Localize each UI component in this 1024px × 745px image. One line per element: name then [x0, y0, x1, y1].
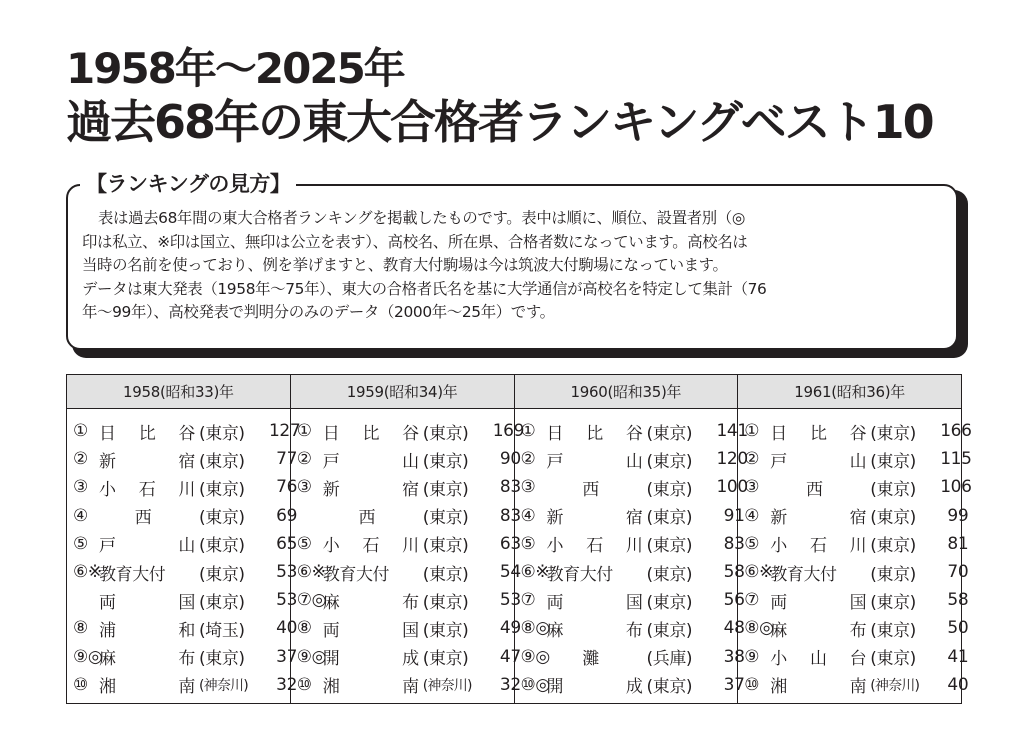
school-name: 日 比 谷 — [770, 423, 867, 444]
rank-mark: ① — [520, 421, 536, 442]
pass-count: 141 — [716, 421, 748, 442]
pass-count: 106 — [940, 477, 972, 498]
ranking-entry — [520, 445, 748, 473]
rank-mark: ⑦ — [520, 590, 536, 611]
ranking-entry — [73, 614, 297, 642]
ranking-entry — [73, 643, 297, 671]
pass-count: 58 — [947, 590, 969, 611]
school-name: 湘 南 — [770, 677, 867, 698]
pass-count: 38 — [723, 646, 745, 667]
pass-count: 56 — [723, 590, 745, 611]
school-name: 新 宿 — [546, 508, 643, 529]
rank-mark: ④ — [744, 505, 760, 526]
school-name: 西 — [358, 508, 376, 529]
ranking-entry — [73, 671, 297, 699]
ranking-entry — [520, 417, 748, 445]
rank-mark: ③ — [296, 477, 312, 498]
pass-count: 58 — [723, 562, 745, 583]
pass-count: 49 — [499, 618, 521, 639]
ranking-entry — [297, 502, 521, 530]
school-name: 開 成 — [546, 677, 643, 698]
ranking-entry — [296, 614, 521, 642]
rank-mark: ⑩ — [744, 674, 760, 695]
school-name: 新 宿 — [99, 451, 195, 472]
prefecture: (東京) — [422, 649, 469, 670]
ranking-entry — [296, 417, 524, 445]
prefecture: (東京) — [199, 649, 245, 670]
explanation-line: データは東大発表（1958年～75年）、東大の合格者氏名を基に大学通信が高校名を特定して集計（76 — [82, 279, 767, 298]
school-name: 浦 和 — [99, 620, 195, 641]
pass-count: 83 — [499, 477, 521, 498]
rank-mark: ⑩◎ — [520, 674, 550, 695]
ranking-entry — [520, 473, 748, 501]
explanation-line: 印は私立、※印は国立、無印は公立を表す）、高校名、所在県、合格者数になっています。高校名は — [82, 232, 748, 251]
prefecture: (神奈川) — [199, 677, 248, 694]
year-header: 1960(昭和35)年 — [514, 375, 738, 409]
prefecture: (東京) — [422, 564, 469, 585]
explanation-line: 当時の名前を使っており、例を挙げますと、教育大付駒場は今は筑波大付駒場になっています。 — [82, 256, 728, 275]
rank-mark: ⑥※ — [520, 562, 550, 583]
prefecture: (東京) — [870, 649, 916, 670]
rank-mark: ⑤ — [73, 533, 88, 554]
ranking-entry — [73, 558, 297, 586]
pass-count: 100 — [716, 477, 748, 498]
rank-mark: ③ — [73, 477, 88, 498]
explanation-label: 【ランキングの見方】 — [80, 168, 296, 198]
ranking-entry — [744, 473, 972, 501]
prefecture: (東京) — [870, 620, 916, 641]
rank-mark: ⑩ — [73, 674, 88, 695]
rank-mark: ② — [296, 449, 312, 470]
rank-mark: ② — [73, 449, 88, 470]
pass-count: 65 — [276, 533, 297, 554]
ranking-entry — [520, 530, 745, 558]
prefecture: (東京) — [199, 564, 245, 585]
school-name: 湘 南 — [322, 677, 419, 698]
pass-count: 83 — [723, 533, 745, 554]
prefecture: (東京) — [199, 592, 245, 613]
rank-mark: ⑦◎ — [296, 590, 327, 611]
rank-mark: ⑧◎ — [744, 618, 774, 639]
rank-mark: ⑤ — [744, 533, 760, 554]
ranking-entry — [73, 417, 301, 445]
ranking-entry — [73, 530, 297, 558]
school-name: 日 比 谷 — [99, 423, 195, 444]
rank-mark: ⑧ — [73, 618, 88, 639]
school-name: 麻 布 — [546, 620, 643, 641]
school-name: 麻 布 — [770, 620, 867, 641]
school-name: 教育大付 — [546, 564, 613, 585]
pass-count: 166 — [940, 421, 972, 442]
pass-count: 53 — [276, 562, 297, 583]
prefecture: (東京) — [422, 620, 469, 641]
prefecture: (東京) — [199, 479, 245, 500]
school-name: 戸 山 — [322, 451, 419, 472]
prefecture: (東京) — [422, 451, 469, 472]
pass-count: 37 — [276, 646, 297, 667]
prefecture: (東京) — [646, 564, 693, 585]
prefecture: (東京) — [646, 620, 693, 641]
prefecture: (東京) — [422, 423, 469, 444]
school-name: 小 石 川 — [546, 536, 643, 557]
prefecture: (神奈川) — [870, 677, 920, 694]
pass-count: 41 — [947, 646, 969, 667]
explanation-line: 表は過去68年間の東大合格者ランキングを掲載したものです。表中は順に、順位、設置者別（◎ — [98, 209, 745, 227]
ranking-entry — [744, 530, 969, 558]
ranking-entry — [520, 586, 745, 614]
ranking-entry — [73, 502, 297, 530]
rank-mark: ⑨◎ — [520, 646, 550, 667]
prefecture: (東京) — [646, 677, 693, 698]
pass-count: 40 — [947, 674, 969, 695]
school-name: 教育大付 — [770, 564, 837, 585]
prefecture: (東京) — [870, 479, 916, 500]
school-name: 小 石 川 — [770, 536, 867, 557]
pass-count: 53 — [276, 590, 297, 611]
school-name: 新 宿 — [322, 479, 419, 500]
rank-mark: ⑤ — [296, 533, 312, 554]
ranking-entry — [296, 671, 521, 699]
explanation-line: 年～99年）、高校発表で判明分のみのデータ（2000年～25年）です。 — [82, 303, 555, 322]
prefecture: (東京) — [870, 423, 916, 444]
prefecture: (東京) — [646, 423, 693, 444]
prefecture: (東京) — [422, 592, 469, 613]
school-name: 両 国 — [99, 592, 195, 613]
ranking-entry — [520, 614, 745, 642]
school-name: 開 成 — [322, 649, 419, 670]
school-name: 教育大付 — [99, 564, 166, 585]
school-name: 両 国 — [322, 620, 419, 641]
school-name: 小 石 川 — [99, 479, 195, 500]
rank-mark: ⑦ — [744, 590, 760, 611]
pass-count: 54 — [499, 562, 521, 583]
ranking-entry — [73, 473, 297, 501]
ranking-table — [66, 374, 972, 704]
prefecture: (埼玉) — [199, 620, 245, 641]
ranking-entry — [520, 671, 745, 699]
prefecture: (東京) — [199, 423, 245, 444]
prefecture: (兵庫) — [646, 649, 693, 670]
school-name: 西 — [805, 479, 823, 500]
school-name: 日 比 谷 — [546, 423, 643, 444]
rank-mark: ③ — [744, 477, 760, 498]
page-title: 過去68年の東大合格者ランキングベスト10 — [66, 95, 933, 149]
prefecture: (東京) — [199, 536, 245, 557]
school-name: 戸 山 — [770, 451, 867, 472]
prefecture: (東京) — [646, 592, 693, 613]
pass-count: 70 — [947, 562, 969, 583]
rank-mark: ② — [744, 449, 760, 470]
ranking-entry — [520, 502, 745, 530]
school-name: 日 比 谷 — [322, 423, 419, 444]
prefecture: (東京) — [870, 536, 916, 557]
ranking-entry — [744, 417, 972, 445]
rank-mark: ⑥※ — [296, 562, 326, 583]
year-column — [514, 409, 748, 704]
prefecture: (東京) — [422, 508, 469, 529]
pass-count: 47 — [499, 646, 521, 667]
ranking-entry — [296, 558, 521, 586]
ranking-entry — [744, 671, 969, 699]
pass-count: 37 — [723, 674, 745, 695]
prefecture: (東京) — [646, 508, 693, 529]
ranking-entry — [296, 530, 521, 558]
pass-count: 63 — [499, 533, 521, 554]
pass-count: 76 — [276, 477, 297, 498]
rank-mark: ⑧◎ — [520, 618, 550, 639]
rank-mark: ⑧ — [296, 618, 312, 639]
pass-count: 32 — [499, 674, 521, 695]
rank-mark: ⑥※ — [744, 562, 773, 583]
year-header: 1961(昭和36)年 — [738, 375, 962, 409]
pass-count: 91 — [723, 505, 745, 526]
pass-count: 99 — [947, 505, 969, 526]
pass-count: 77 — [276, 449, 297, 470]
ranking-entry — [296, 643, 521, 671]
rank-mark: ⑩ — [296, 674, 312, 695]
prefecture: (東京) — [870, 592, 916, 613]
rank-mark: ① — [73, 421, 88, 442]
school-name: 麻 布 — [99, 649, 195, 670]
prefecture: (東京) — [199, 451, 245, 472]
pass-count: 81 — [947, 533, 969, 554]
year-column — [67, 409, 301, 704]
rank-mark: ① — [744, 421, 760, 442]
school-name: 両 国 — [770, 592, 867, 613]
pass-count: 53 — [499, 590, 521, 611]
prefecture: (神奈川) — [422, 677, 472, 694]
school-name: 西 — [582, 479, 599, 500]
pass-count: 169 — [492, 421, 524, 442]
rank-mark: ③ — [520, 477, 536, 498]
ranking-entry — [296, 473, 521, 501]
prefecture: (東京) — [646, 536, 693, 557]
ranking-body-row — [67, 409, 962, 704]
pass-count: 69 — [276, 505, 297, 526]
ranking-entry — [520, 643, 745, 671]
school-name: 新 宿 — [770, 508, 867, 529]
school-name: 小 石 川 — [322, 536, 419, 557]
ranking-entry — [520, 558, 745, 586]
rank-mark: ⑨◎ — [296, 646, 327, 667]
school-name: 麻 布 — [322, 592, 419, 613]
ranking-entry — [744, 558, 969, 586]
page-title-period: 1958年～2025年 — [66, 44, 404, 93]
pass-count: 83 — [499, 505, 521, 526]
rank-mark: ⑨ — [744, 646, 760, 667]
pass-count: 90 — [499, 449, 521, 470]
prefecture: (東京) — [422, 536, 469, 557]
pass-count: 40 — [276, 618, 297, 639]
ranking-entry — [73, 445, 297, 473]
rank-mark: ④ — [520, 505, 536, 526]
explanation-text — [82, 207, 948, 325]
prefecture: (東京) — [646, 451, 693, 472]
school-name: 西 — [134, 508, 152, 529]
school-name: 両 国 — [546, 592, 643, 613]
ranking-entry — [296, 586, 521, 614]
school-name: 戸 山 — [99, 536, 195, 557]
year-column — [738, 409, 972, 704]
pass-count: 127 — [269, 421, 301, 442]
rank-mark: ⑤ — [520, 533, 536, 554]
rank-mark: ④ — [73, 505, 88, 526]
ranking-entry — [73, 586, 297, 614]
year-column — [290, 409, 524, 704]
school-name: 教育大付 — [322, 564, 390, 585]
ranking-entry — [296, 445, 521, 473]
prefecture: (東京) — [870, 564, 916, 585]
prefecture: (東京) — [422, 479, 469, 500]
ranking-entry — [744, 643, 969, 671]
school-name: 戸 山 — [546, 451, 643, 472]
school-name: 小 山 台 — [770, 649, 867, 670]
prefecture: (東京) — [870, 451, 916, 472]
pass-count: 48 — [723, 618, 745, 639]
prefecture: (東京) — [646, 479, 693, 500]
pass-count: 32 — [276, 674, 297, 695]
pass-count: 50 — [947, 618, 969, 639]
pass-count: 115 — [940, 449, 972, 470]
year-header: 1959(昭和34)年 — [290, 375, 514, 409]
ranking-entry — [744, 614, 969, 642]
school-name: 灘 — [582, 649, 599, 670]
prefecture: (東京) — [199, 508, 245, 529]
ranking-entry — [744, 502, 969, 530]
ranking-entry — [744, 445, 972, 473]
ranking-header-row — [67, 375, 962, 409]
rank-mark: ② — [520, 449, 536, 470]
rank-mark: ⑥※ — [73, 562, 102, 583]
pass-count: 120 — [716, 449, 748, 470]
year-header: 1958(昭和33)年 — [67, 375, 291, 409]
prefecture: (東京) — [870, 508, 916, 529]
ranking-entry — [744, 586, 969, 614]
rank-mark: ⑨◎ — [73, 646, 103, 667]
rank-mark: ① — [296, 421, 312, 442]
school-name: 湘 南 — [99, 677, 195, 698]
